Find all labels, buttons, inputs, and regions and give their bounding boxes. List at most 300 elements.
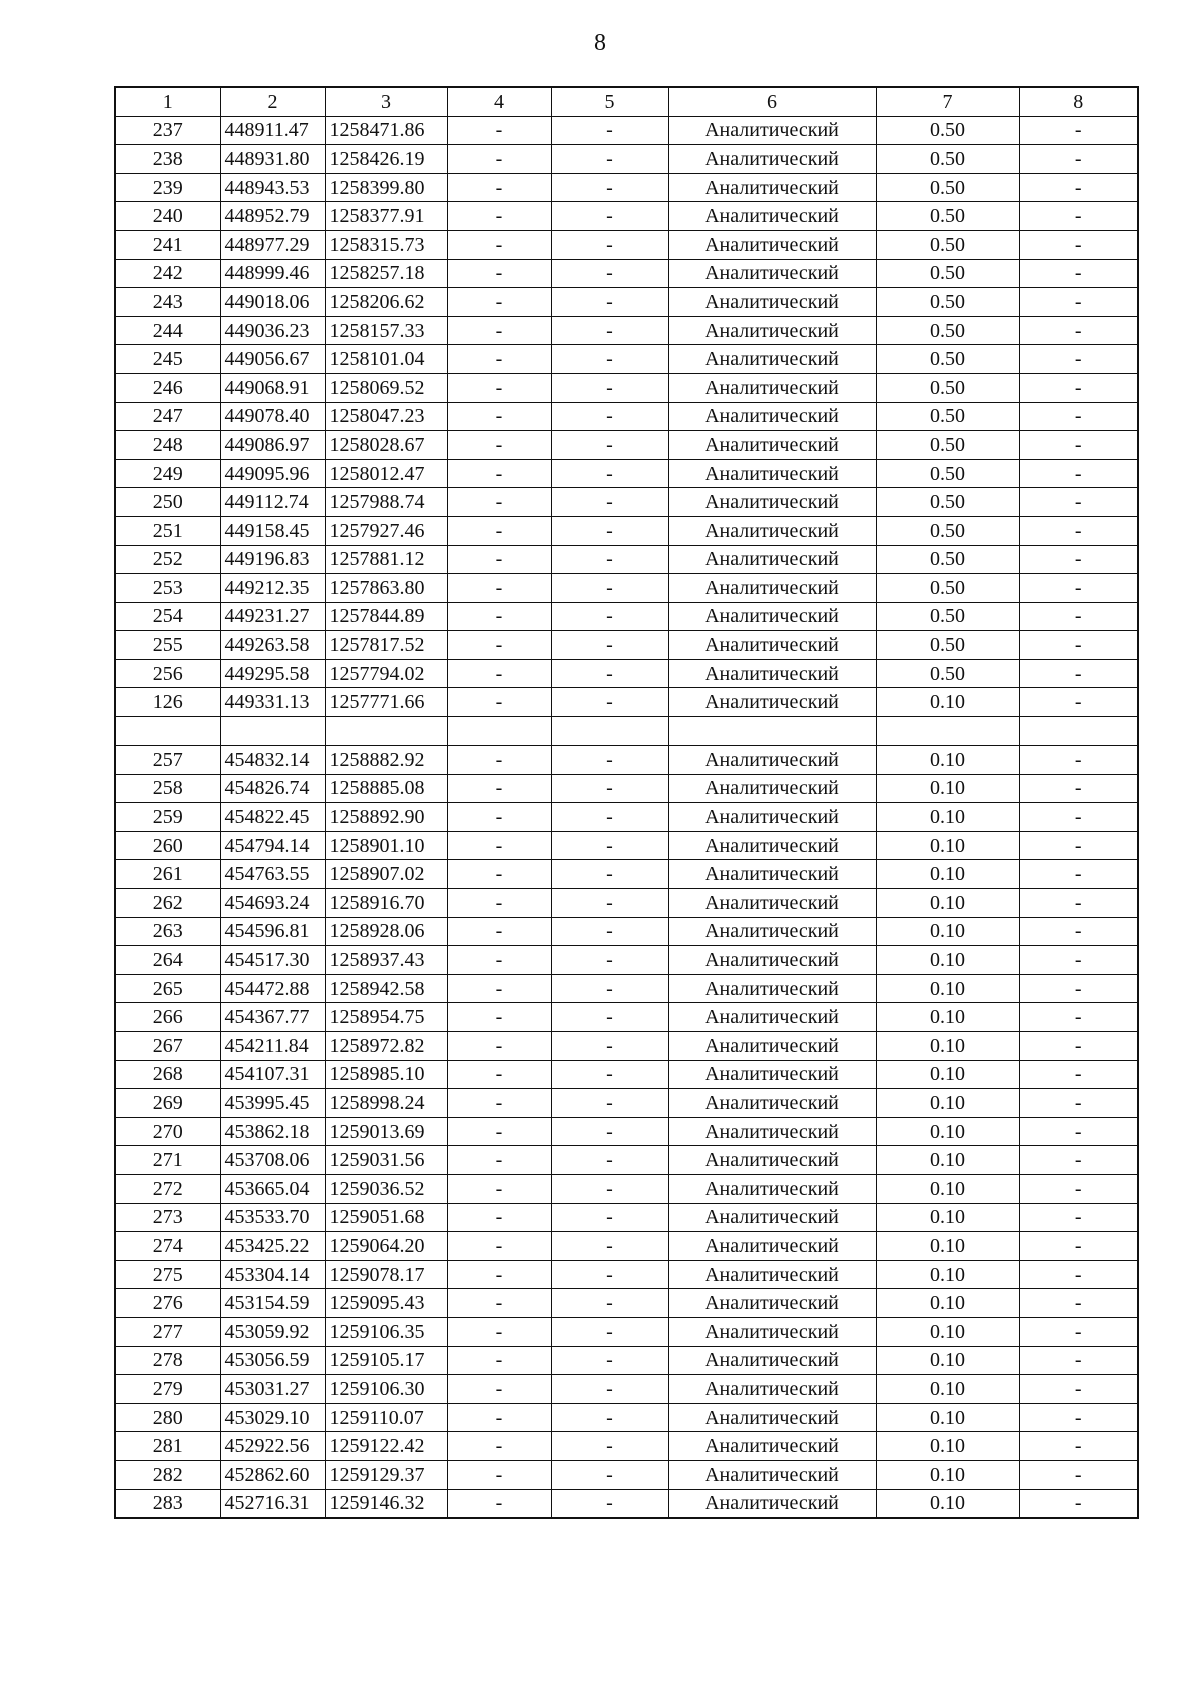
table-cell: - <box>447 1260 551 1289</box>
table-row <box>115 488 1138 517</box>
table-cell: 1257771.66 <box>325 688 447 717</box>
table-cell: 279 <box>115 1375 220 1404</box>
table-cell: Аналитический <box>668 1117 876 1146</box>
table-row <box>115 1174 1138 1203</box>
table-row <box>115 1403 1138 1432</box>
table-cell <box>668 717 876 746</box>
table-cell: - <box>447 459 551 488</box>
table-row <box>115 1003 1138 1032</box>
table-cell: 249 <box>115 459 220 488</box>
table-cell: 1259031.56 <box>325 1146 447 1175</box>
table-cell: 453665.04 <box>220 1174 325 1203</box>
table-row <box>115 602 1138 631</box>
table-cell: 0.10 <box>876 1260 1019 1289</box>
table-row <box>115 803 1138 832</box>
table-cell: 1257817.52 <box>325 631 447 660</box>
table-cell: 245 <box>115 345 220 374</box>
table-cell: - <box>1019 1146 1138 1175</box>
table-cell: 1258972.82 <box>325 1032 447 1061</box>
column-header: 2 <box>220 87 325 116</box>
table-cell: 267 <box>115 1032 220 1061</box>
table-cell: 0.50 <box>876 488 1019 517</box>
table-cell: 449231.27 <box>220 602 325 631</box>
table-cell: 258 <box>115 774 220 803</box>
table-cell: 246 <box>115 373 220 402</box>
table-row <box>115 431 1138 460</box>
table-cell: 453995.45 <box>220 1089 325 1118</box>
table-cell: - <box>1019 1089 1138 1118</box>
table-row <box>115 1060 1138 1089</box>
table-cell: - <box>551 1117 668 1146</box>
table-cell: 281 <box>115 1432 220 1461</box>
table-cell: - <box>1019 1174 1138 1203</box>
table-cell: 250 <box>115 488 220 517</box>
table-cell: 1259146.32 <box>325 1489 447 1518</box>
table-cell <box>220 717 325 746</box>
table-cell <box>1019 717 1138 746</box>
table-cell: 0.50 <box>876 659 1019 688</box>
table-cell: - <box>1019 774 1138 803</box>
table-cell: Аналитический <box>668 516 876 545</box>
table-cell: 0.50 <box>876 145 1019 174</box>
table-cell: 1258257.18 <box>325 259 447 288</box>
table-cell: - <box>1019 259 1138 288</box>
table-cell: 1258028.67 <box>325 431 447 460</box>
table-cell: Аналитический <box>668 746 876 775</box>
table-cell: - <box>1019 1232 1138 1261</box>
table-row <box>115 545 1138 574</box>
table-cell: - <box>551 1146 668 1175</box>
table-cell: - <box>1019 946 1138 975</box>
table-cell: - <box>447 803 551 832</box>
table-cell: - <box>1019 316 1138 345</box>
table-cell: 0.50 <box>876 545 1019 574</box>
table-cell: - <box>1019 1432 1138 1461</box>
table-cell <box>325 717 447 746</box>
table-cell <box>876 717 1019 746</box>
table-cell: 126 <box>115 688 220 717</box>
table-cell: 0.50 <box>876 574 1019 603</box>
table-row <box>115 659 1138 688</box>
table-cell: - <box>1019 831 1138 860</box>
table-cell: - <box>1019 173 1138 202</box>
table-cell: 453533.70 <box>220 1203 325 1232</box>
table-cell: - <box>1019 1260 1138 1289</box>
table-cell: 1259122.42 <box>325 1432 447 1461</box>
table-cell: - <box>447 602 551 631</box>
table-row <box>115 946 1138 975</box>
table-cell: - <box>551 488 668 517</box>
page-number: 8 <box>594 30 606 56</box>
table-cell: 1259013.69 <box>325 1117 447 1146</box>
table-cell: 452862.60 <box>220 1460 325 1489</box>
table-cell: 257 <box>115 746 220 775</box>
table-cell: 0.50 <box>876 402 1019 431</box>
table-cell: - <box>447 373 551 402</box>
table-cell: - <box>447 259 551 288</box>
table-cell: 453029.10 <box>220 1403 325 1432</box>
table-cell: 247 <box>115 402 220 431</box>
table-cell: - <box>551 631 668 660</box>
table-cell: 0.10 <box>876 860 1019 889</box>
table-cell: Аналитический <box>668 1260 876 1289</box>
table-cell: 454211.84 <box>220 1032 325 1061</box>
table-cell: - <box>1019 545 1138 574</box>
table-cell: 0.10 <box>876 1089 1019 1118</box>
table-row <box>115 917 1138 946</box>
table-cell: 0.50 <box>876 259 1019 288</box>
table-cell: 1259110.07 <box>325 1403 447 1432</box>
table-cell: - <box>1019 516 1138 545</box>
table-cell: - <box>1019 889 1138 918</box>
table-cell: - <box>551 1346 668 1375</box>
table-cell: 244 <box>115 316 220 345</box>
table-row <box>115 116 1138 145</box>
table-cell: Аналитический <box>668 545 876 574</box>
table-cell: - <box>447 173 551 202</box>
table-cell: - <box>1019 1346 1138 1375</box>
table-cell: Аналитический <box>668 488 876 517</box>
column-header: 8 <box>1019 87 1138 116</box>
table-cell: 260 <box>115 831 220 860</box>
table-cell: - <box>1019 803 1138 832</box>
table-cell: - <box>447 774 551 803</box>
table-row <box>115 202 1138 231</box>
table-cell: 0.10 <box>876 803 1019 832</box>
table-cell: - <box>551 373 668 402</box>
table-cell: - <box>447 1232 551 1261</box>
table-cell: Аналитический <box>668 774 876 803</box>
table-cell: Аналитический <box>668 1146 876 1175</box>
table-cell: - <box>447 1289 551 1318</box>
table-row <box>115 746 1138 775</box>
table-cell: 449196.83 <box>220 545 325 574</box>
table-cell: 453154.59 <box>220 1289 325 1318</box>
table-row <box>115 1089 1138 1118</box>
table-cell: - <box>447 1089 551 1118</box>
table-cell: - <box>447 1203 551 1232</box>
table-cell: - <box>447 316 551 345</box>
table-cell: 453708.06 <box>220 1146 325 1175</box>
column-header: 7 <box>876 87 1019 116</box>
table-cell: 1258471.86 <box>325 116 447 145</box>
table-cell: Аналитический <box>668 345 876 374</box>
table-cell: - <box>1019 202 1138 231</box>
table-cell: 454367.77 <box>220 1003 325 1032</box>
table-row <box>115 1289 1138 1318</box>
table-row <box>115 1117 1138 1146</box>
table-cell: 454832.14 <box>220 746 325 775</box>
table-cell: 1257863.80 <box>325 574 447 603</box>
table-cell: 454596.81 <box>220 917 325 946</box>
table-cell: - <box>551 1203 668 1232</box>
table-cell: 454472.88 <box>220 974 325 1003</box>
table-cell: Аналитический <box>668 602 876 631</box>
table-cell: 1258101.04 <box>325 345 447 374</box>
table-cell: 283 <box>115 1489 220 1518</box>
table-cell: - <box>551 1317 668 1346</box>
table-cell: - <box>551 173 668 202</box>
table-cell: - <box>1019 488 1138 517</box>
table-cell: Аналитический <box>668 1317 876 1346</box>
table-cell: - <box>447 145 551 174</box>
table-cell: - <box>551 1260 668 1289</box>
table-cell: - <box>447 831 551 860</box>
table-cell: - <box>447 1317 551 1346</box>
table-cell: Аналитический <box>668 1289 876 1318</box>
table-cell: Аналитический <box>668 889 876 918</box>
table-cell: - <box>1019 230 1138 259</box>
table-cell: Аналитический <box>668 860 876 889</box>
table-cell: 448943.53 <box>220 173 325 202</box>
table-row <box>115 1260 1138 1289</box>
table-cell: 0.10 <box>876 1460 1019 1489</box>
table-cell: - <box>551 1375 668 1404</box>
table-cell: - <box>447 1403 551 1432</box>
table-cell: 1257794.02 <box>325 659 447 688</box>
table-cell: 272 <box>115 1174 220 1203</box>
table-cell: - <box>551 1403 668 1432</box>
table-cell: - <box>447 946 551 975</box>
table-row <box>115 230 1138 259</box>
table-cell: - <box>1019 688 1138 717</box>
table-cell: 454763.55 <box>220 860 325 889</box>
table-body <box>115 116 1138 1518</box>
table-cell: Аналитический <box>668 1203 876 1232</box>
table-cell: 0.50 <box>876 631 1019 660</box>
table-cell: 265 <box>115 974 220 1003</box>
table-cell: - <box>1019 1289 1138 1318</box>
table-cell: 268 <box>115 1060 220 1089</box>
table-cell: 449158.45 <box>220 516 325 545</box>
table-cell: - <box>551 889 668 918</box>
table-row <box>115 345 1138 374</box>
table-cell: - <box>1019 1489 1138 1518</box>
table-cell: 453862.18 <box>220 1117 325 1146</box>
table-cell: - <box>447 688 551 717</box>
table-cell: 271 <box>115 1146 220 1175</box>
table-row <box>115 1460 1138 1489</box>
table-cell: 256 <box>115 659 220 688</box>
table-cell: Аналитический <box>668 431 876 460</box>
table-cell: 278 <box>115 1346 220 1375</box>
table-cell: 449078.40 <box>220 402 325 431</box>
table-cell: 263 <box>115 917 220 946</box>
table-cell: - <box>1019 373 1138 402</box>
table-cell: - <box>551 746 668 775</box>
table-cell: - <box>551 917 668 946</box>
table-cell: 0.50 <box>876 345 1019 374</box>
table-cell: Аналитический <box>668 631 876 660</box>
table-cell: 241 <box>115 230 220 259</box>
table-row <box>115 1146 1138 1175</box>
table-cell: 0.10 <box>876 1032 1019 1061</box>
table-cell: - <box>1019 1117 1138 1146</box>
table-cell: 259 <box>115 803 220 832</box>
table-row <box>115 1232 1138 1261</box>
table-cell: - <box>551 116 668 145</box>
table-cell: Аналитический <box>668 1375 876 1404</box>
table-cell: - <box>551 545 668 574</box>
table-cell: - <box>1019 1460 1138 1489</box>
table-cell: 1259095.43 <box>325 1289 447 1318</box>
table-cell: - <box>1019 116 1138 145</box>
table-cell: 277 <box>115 1317 220 1346</box>
table-cell: 1258985.10 <box>325 1060 447 1089</box>
table-cell: Аналитический <box>668 1232 876 1261</box>
table-row <box>115 145 1138 174</box>
table-cell: 1258885.08 <box>325 774 447 803</box>
table-cell: - <box>551 602 668 631</box>
table-cell: - <box>551 774 668 803</box>
table-row <box>115 974 1138 1003</box>
table-row <box>115 1203 1138 1232</box>
column-header: 1 <box>115 87 220 116</box>
table-cell: - <box>551 574 668 603</box>
table-cell: - <box>551 1003 668 1032</box>
table-cell: 237 <box>115 116 220 145</box>
table-cell: 254 <box>115 602 220 631</box>
table-cell: - <box>1019 1203 1138 1232</box>
table-cell: 0.50 <box>876 230 1019 259</box>
table-cell: 1258954.75 <box>325 1003 447 1032</box>
table-cell: 1258426.19 <box>325 145 447 174</box>
table-row-blank <box>115 717 1138 746</box>
table-cell: - <box>551 431 668 460</box>
table-cell: 453031.27 <box>220 1375 325 1404</box>
table-cell: 280 <box>115 1403 220 1432</box>
table-cell: Аналитический <box>668 917 876 946</box>
table-cell: - <box>447 631 551 660</box>
table-cell: 282 <box>115 1460 220 1489</box>
table-cell: 0.10 <box>876 1346 1019 1375</box>
table-cell: Аналитический <box>668 1346 876 1375</box>
table-cell: - <box>551 145 668 174</box>
table-row <box>115 1432 1138 1461</box>
table-cell: - <box>551 946 668 975</box>
table-cell: 452922.56 <box>220 1432 325 1461</box>
table-cell: - <box>447 116 551 145</box>
table-cell: 1258157.33 <box>325 316 447 345</box>
table-cell: 262 <box>115 889 220 918</box>
table-cell: - <box>1019 602 1138 631</box>
table-cell: - <box>1019 917 1138 946</box>
table-cell: 264 <box>115 946 220 975</box>
table-cell: 255 <box>115 631 220 660</box>
table-cell: Аналитический <box>668 574 876 603</box>
table-cell <box>115 717 220 746</box>
table-cell: 0.50 <box>876 173 1019 202</box>
table-cell: 266 <box>115 1003 220 1032</box>
table-cell: - <box>447 889 551 918</box>
table-cell: 0.10 <box>876 1146 1019 1175</box>
table-cell: - <box>447 659 551 688</box>
table-cell: 0.10 <box>876 1060 1019 1089</box>
table-cell: 449112.74 <box>220 488 325 517</box>
table-row <box>115 574 1138 603</box>
table-cell: - <box>551 402 668 431</box>
table-cell: - <box>447 1460 551 1489</box>
table-cell: - <box>551 659 668 688</box>
table-cell: 269 <box>115 1089 220 1118</box>
column-header: 4 <box>447 87 551 116</box>
table-cell: - <box>551 860 668 889</box>
table-cell: Аналитический <box>668 1460 876 1489</box>
table-cell: 449212.35 <box>220 574 325 603</box>
table-cell: - <box>551 288 668 317</box>
table-cell: 454517.30 <box>220 946 325 975</box>
table-cell: 238 <box>115 145 220 174</box>
table-cell: 1259036.52 <box>325 1174 447 1203</box>
table-cell: Аналитический <box>668 373 876 402</box>
table-cell: - <box>1019 631 1138 660</box>
table-cell: 1259106.35 <box>325 1317 447 1346</box>
table-cell: - <box>447 860 551 889</box>
table-cell: - <box>551 1089 668 1118</box>
table-cell: 449263.58 <box>220 631 325 660</box>
table-cell: 270 <box>115 1117 220 1146</box>
table-cell: - <box>1019 574 1138 603</box>
table-cell: Аналитический <box>668 230 876 259</box>
table-cell: - <box>1019 1317 1138 1346</box>
table-cell: Аналитический <box>668 974 876 1003</box>
table-cell: 1258377.91 <box>325 202 447 231</box>
table-cell: 448931.80 <box>220 145 325 174</box>
table-cell: Аналитический <box>668 1032 876 1061</box>
table-cell: - <box>447 1346 551 1375</box>
table-cell: 1258047.23 <box>325 402 447 431</box>
table-cell: - <box>447 917 551 946</box>
table-cell: - <box>551 1460 668 1489</box>
table-cell: 0.10 <box>876 1403 1019 1432</box>
table-cell: 454822.45 <box>220 803 325 832</box>
table-cell: 251 <box>115 516 220 545</box>
table-cell: 0.10 <box>876 688 1019 717</box>
table-cell: - <box>551 831 668 860</box>
table-cell: - <box>551 345 668 374</box>
table-cell: 449331.13 <box>220 688 325 717</box>
table-cell: 248 <box>115 431 220 460</box>
table-cell: 1259106.30 <box>325 1375 447 1404</box>
table-cell: - <box>1019 1403 1138 1432</box>
table-cell: - <box>447 1432 551 1461</box>
table-cell: 0.50 <box>876 202 1019 231</box>
table-cell: 1259105.17 <box>325 1346 447 1375</box>
table-cell: - <box>447 345 551 374</box>
table-cell: - <box>447 230 551 259</box>
table-cell: - <box>1019 746 1138 775</box>
table-cell: Аналитический <box>668 402 876 431</box>
table-cell: - <box>447 574 551 603</box>
table-cell: 0.50 <box>876 431 1019 460</box>
table-cell: 1258901.10 <box>325 831 447 860</box>
table-cell: 0.10 <box>876 1489 1019 1518</box>
table-cell: 0.10 <box>876 1174 1019 1203</box>
table-cell: 0.50 <box>876 288 1019 317</box>
table-row <box>115 288 1138 317</box>
table-cell: 274 <box>115 1232 220 1261</box>
table-cell: 454826.74 <box>220 774 325 803</box>
table-cell: 452716.31 <box>220 1489 325 1518</box>
table-cell: 0.50 <box>876 516 1019 545</box>
table-cell: 253 <box>115 574 220 603</box>
table-cell: 453304.14 <box>220 1260 325 1289</box>
table-cell: 0.10 <box>876 889 1019 918</box>
table-cell: - <box>447 202 551 231</box>
table-cell: - <box>551 974 668 1003</box>
table-cell: 454107.31 <box>220 1060 325 1089</box>
table-cell: - <box>1019 1032 1138 1061</box>
